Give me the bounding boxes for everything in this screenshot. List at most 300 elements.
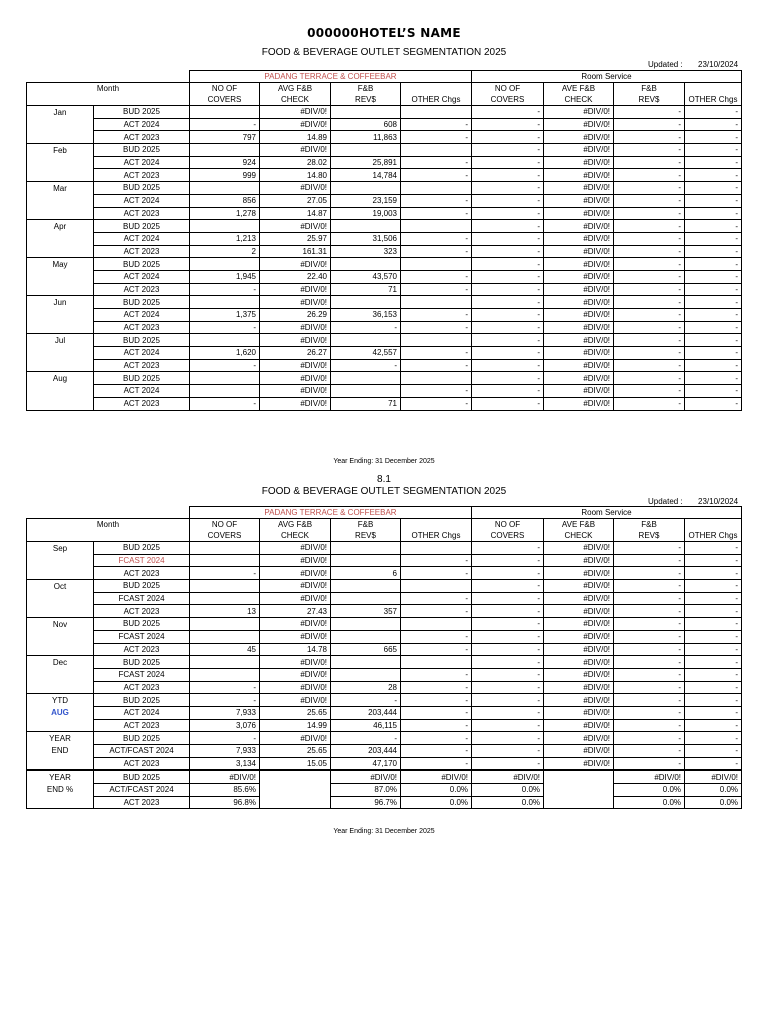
table-row <box>27 567 742 580</box>
value-cell: - <box>685 656 742 669</box>
value-cell: 26.27 <box>260 347 331 360</box>
value-cell: - <box>614 169 685 182</box>
month-cell: END <box>27 745 94 758</box>
table-row <box>27 630 742 643</box>
value-cell: - <box>190 681 260 694</box>
value-cell: 7,933 <box>190 745 260 758</box>
value-cell: - <box>614 554 685 567</box>
value-cell: - <box>472 681 544 694</box>
value-cell: #DIV/0! <box>260 668 331 681</box>
value-cell: #DIV/0! <box>544 592 614 605</box>
value-cell: 25.97 <box>260 232 331 245</box>
value-cell: - <box>190 359 260 372</box>
table-row <box>27 554 742 567</box>
value-cell: - <box>401 643 472 656</box>
value-cell: - <box>614 131 685 144</box>
value-cell: #DIV/0! <box>544 194 614 207</box>
value-cell: 27.43 <box>260 605 331 618</box>
value-cell: - <box>401 270 472 283</box>
value-cell: - <box>614 118 685 131</box>
value-cell: 31,506 <box>331 232 401 245</box>
table-row <box>27 194 742 207</box>
value-cell <box>331 258 401 271</box>
month-cell <box>27 567 94 580</box>
value-cell <box>331 106 401 119</box>
value-cell: - <box>685 757 742 770</box>
value-cell: - <box>472 385 544 398</box>
month-cell: Nov <box>27 618 94 631</box>
value-cell: #DIV/0! <box>544 182 614 195</box>
value-cell: 25.65 <box>260 745 331 758</box>
row-label: BUD 2025 <box>94 144 190 157</box>
value-cell: - <box>401 681 472 694</box>
month-cell: END % <box>27 784 94 797</box>
value-cell: 13 <box>190 605 260 618</box>
value-cell: - <box>472 694 544 707</box>
row-label: ACT 2023 <box>94 719 190 732</box>
value-cell <box>401 106 472 119</box>
value-cell: #DIV/0! <box>331 770 401 783</box>
value-cell: - <box>472 554 544 567</box>
value-cell: - <box>190 694 260 707</box>
month-cell: Jul <box>27 334 94 347</box>
value-cell: - <box>685 359 742 372</box>
value-cell: - <box>331 732 401 745</box>
value-cell: - <box>472 334 544 347</box>
value-cell <box>401 580 472 593</box>
value-cell: - <box>614 359 685 372</box>
value-cell <box>401 542 472 555</box>
value-cell: - <box>401 347 472 360</box>
value-cell: 46,115 <box>331 719 401 732</box>
value-cell: #DIV/0! <box>260 372 331 385</box>
value-cell: 1,375 <box>190 309 260 322</box>
value-cell: 43,570 <box>331 270 401 283</box>
value-cell: - <box>401 554 472 567</box>
value-cell: - <box>472 745 544 758</box>
value-cell: - <box>685 169 742 182</box>
row-label: ACT 2024 <box>94 347 190 360</box>
outlet-padang-terrace: PADANG TERRACE & COFFEEBAR <box>190 507 472 519</box>
column-header: AVG F&B <box>260 519 331 531</box>
value-cell: - <box>614 258 685 271</box>
column-header: AVG F&B <box>260 83 331 95</box>
table-row <box>27 270 742 283</box>
value-cell <box>401 656 472 669</box>
value-cell: - <box>472 656 544 669</box>
month-cell: YEAR <box>27 732 94 745</box>
row-label: BUD 2025 <box>94 296 190 309</box>
value-cell <box>190 182 260 195</box>
value-cell: #DIV/0! <box>544 668 614 681</box>
month-cell <box>27 283 94 296</box>
value-cell: - <box>614 283 685 296</box>
value-cell: 0.0% <box>401 796 472 809</box>
value-cell: - <box>472 542 544 555</box>
column-header: AVE F&B <box>544 519 614 531</box>
value-cell: - <box>685 309 742 322</box>
month-cell <box>27 719 94 732</box>
value-cell: - <box>472 732 544 745</box>
value-cell: 14.99 <box>260 719 331 732</box>
value-cell: - <box>472 169 544 182</box>
month-cell <box>27 156 94 169</box>
row-label: ACT 2023 <box>94 397 190 410</box>
value-cell: - <box>614 182 685 195</box>
value-cell: - <box>401 321 472 334</box>
value-cell <box>190 630 260 643</box>
month-cell: Jun <box>27 296 94 309</box>
value-cell: #DIV/0! <box>260 283 331 296</box>
value-cell: - <box>401 232 472 245</box>
month-cell <box>27 207 94 220</box>
value-cell: - <box>685 283 742 296</box>
value-cell: #DIV/0! <box>260 359 331 372</box>
value-cell: - <box>401 757 472 770</box>
table-row <box>27 668 742 681</box>
row-label: BUD 2025 <box>94 372 190 385</box>
value-cell <box>331 182 401 195</box>
month-cell <box>27 270 94 283</box>
value-cell: 203,444 <box>331 706 401 719</box>
value-cell: - <box>472 592 544 605</box>
value-cell: 36,153 <box>331 309 401 322</box>
value-cell: 3,134 <box>190 757 260 770</box>
table-row <box>27 232 742 245</box>
column-header: CHECK <box>544 530 614 542</box>
month-cell <box>27 309 94 322</box>
value-cell: - <box>472 258 544 271</box>
header-row-1 <box>27 519 742 531</box>
value-cell: #DIV/0! <box>544 309 614 322</box>
value-cell: 1,278 <box>190 207 260 220</box>
column-header: F&B <box>331 519 401 531</box>
value-cell: - <box>614 542 685 555</box>
value-cell: #DIV/0! <box>544 745 614 758</box>
value-cell: - <box>614 656 685 669</box>
table-row <box>27 182 742 195</box>
row-label: ACT 2023 <box>94 321 190 334</box>
row-label: BUD 2025 <box>94 542 190 555</box>
value-cell: #DIV/0! <box>544 542 614 555</box>
value-cell <box>190 592 260 605</box>
value-cell: - <box>331 359 401 372</box>
row-label: ACT 2023 <box>94 169 190 182</box>
table-row <box>27 372 742 385</box>
value-cell: #DIV/0! <box>614 770 685 783</box>
value-cell <box>401 618 472 631</box>
row-label: ACT 2024 <box>94 309 190 322</box>
month-cell: AUG <box>27 706 94 719</box>
value-cell: - <box>685 156 742 169</box>
table-row <box>27 694 742 707</box>
value-cell: 203,444 <box>331 745 401 758</box>
value-cell: #DIV/0! <box>544 245 614 258</box>
table-row <box>27 106 742 119</box>
value-cell: 96.8% <box>190 796 260 809</box>
value-cell: 19,003 <box>331 207 401 220</box>
value-cell: - <box>401 592 472 605</box>
value-cell: - <box>685 245 742 258</box>
column-header <box>685 83 742 95</box>
month-cell <box>27 347 94 360</box>
value-cell: - <box>614 232 685 245</box>
value-cell: - <box>685 334 742 347</box>
value-cell: 0.0% <box>401 784 472 797</box>
month-cell <box>27 681 94 694</box>
month-cell <box>27 796 94 809</box>
value-cell <box>331 334 401 347</box>
page-number: 8.1 <box>377 474 391 485</box>
hotel-name: 000000HOTEL’S NAME <box>307 26 461 40</box>
value-cell: - <box>614 580 685 593</box>
value-cell: #DIV/0! <box>260 182 331 195</box>
value-cell: 323 <box>331 245 401 258</box>
value-cell: - <box>614 321 685 334</box>
value-cell: - <box>614 334 685 347</box>
value-cell: - <box>614 296 685 309</box>
value-cell: - <box>472 347 544 360</box>
row-label: ACT 2023 <box>94 131 190 144</box>
value-cell: #DIV/0! <box>544 220 614 233</box>
value-cell: 665 <box>331 643 401 656</box>
value-cell: - <box>472 630 544 643</box>
value-cell: #DIV/0! <box>544 321 614 334</box>
value-cell: #DIV/0! <box>260 397 331 410</box>
value-cell: - <box>685 567 742 580</box>
value-cell: 14.80 <box>260 169 331 182</box>
value-cell: 161.31 <box>260 245 331 258</box>
value-cell: #DIV/0! <box>544 372 614 385</box>
value-cell: - <box>614 309 685 322</box>
value-cell: 42,557 <box>331 347 401 360</box>
month-header-blank <box>27 530 190 542</box>
value-cell: #DIV/0! <box>544 144 614 157</box>
value-cell: - <box>685 605 742 618</box>
value-cell: 28.02 <box>260 156 331 169</box>
value-cell <box>190 385 260 398</box>
row-label: ACT 2024 <box>94 194 190 207</box>
value-cell: - <box>685 542 742 555</box>
value-cell <box>190 618 260 631</box>
column-header: OTHER Chgs <box>685 94 742 106</box>
row-label: ACT/FCAST 2024 <box>94 745 190 758</box>
table-row <box>27 784 742 797</box>
value-cell: - <box>614 106 685 119</box>
column-header: OTHER Chgs <box>685 530 742 542</box>
value-cell: - <box>401 385 472 398</box>
value-cell: - <box>685 131 742 144</box>
value-cell <box>190 296 260 309</box>
value-cell: - <box>685 681 742 694</box>
value-cell: 608 <box>331 118 401 131</box>
outlet-room-service: Room Service <box>472 71 742 83</box>
value-cell: #DIV/0! <box>260 144 331 157</box>
column-header <box>685 519 742 531</box>
value-cell: - <box>685 668 742 681</box>
value-cell: - <box>472 296 544 309</box>
header-row-2 <box>27 530 742 542</box>
year-ending-2: Year Ending: 31 December 2025 <box>333 828 435 835</box>
value-cell <box>190 372 260 385</box>
value-cell: - <box>472 706 544 719</box>
value-cell: - <box>614 605 685 618</box>
month-cell: Sep <box>27 542 94 555</box>
row-label: ACT 2024 <box>94 270 190 283</box>
value-cell: - <box>685 118 742 131</box>
value-cell <box>331 592 401 605</box>
header-row-1 <box>27 83 742 95</box>
row-label: BUD 2025 <box>94 182 190 195</box>
month-header: Month <box>27 519 190 531</box>
month-cell <box>27 668 94 681</box>
value-cell <box>544 770 614 783</box>
value-cell: - <box>685 745 742 758</box>
value-cell: #DIV/0! <box>260 656 331 669</box>
value-cell: 797 <box>190 131 260 144</box>
value-cell: 71 <box>331 397 401 410</box>
value-cell: #DIV/0! <box>260 681 331 694</box>
column-header: NO OF <box>190 83 260 95</box>
value-cell: - <box>685 321 742 334</box>
value-cell: - <box>472 567 544 580</box>
value-cell: - <box>685 643 742 656</box>
value-cell <box>190 554 260 567</box>
table-row <box>27 757 742 770</box>
value-cell <box>190 334 260 347</box>
value-cell: - <box>614 194 685 207</box>
value-cell: #DIV/0! <box>544 630 614 643</box>
value-cell: #DIV/0! <box>544 334 614 347</box>
row-label: BUD 2025 <box>94 770 190 783</box>
value-cell: - <box>685 732 742 745</box>
table-row <box>27 745 742 758</box>
table-row <box>27 144 742 157</box>
value-cell: - <box>472 605 544 618</box>
value-cell: - <box>190 118 260 131</box>
table-row <box>27 643 742 656</box>
column-header: F&B <box>614 83 685 95</box>
value-cell: 999 <box>190 169 260 182</box>
value-cell: - <box>472 194 544 207</box>
table-row <box>27 618 742 631</box>
value-cell: #DIV/0! <box>544 258 614 271</box>
value-cell: - <box>190 283 260 296</box>
value-cell: - <box>685 106 742 119</box>
row-label: FCAST 2024 <box>94 668 190 681</box>
table-row <box>27 169 742 182</box>
value-cell: 0.0% <box>614 796 685 809</box>
value-cell: 0.0% <box>685 784 742 797</box>
value-cell: 28 <box>331 681 401 694</box>
value-cell: - <box>685 706 742 719</box>
month-cell: Mar <box>27 182 94 195</box>
value-cell: - <box>685 207 742 220</box>
row-label: FCAST 2024 <box>94 592 190 605</box>
value-cell: - <box>685 580 742 593</box>
month-header-blank <box>27 94 190 106</box>
value-cell: #DIV/0! <box>260 567 331 580</box>
value-cell: #DIV/0! <box>544 643 614 656</box>
value-cell: - <box>472 232 544 245</box>
value-cell: #DIV/0! <box>544 232 614 245</box>
value-cell: #DIV/0! <box>401 770 472 783</box>
value-cell: - <box>614 385 685 398</box>
value-cell: 45 <box>190 643 260 656</box>
value-cell <box>544 784 614 797</box>
value-cell: - <box>401 745 472 758</box>
value-cell: - <box>685 719 742 732</box>
value-cell: 22.40 <box>260 270 331 283</box>
value-cell: - <box>685 347 742 360</box>
value-cell: 0.0% <box>472 784 544 797</box>
value-cell: #DIV/0! <box>544 567 614 580</box>
value-cell: - <box>614 668 685 681</box>
value-cell: - <box>401 245 472 258</box>
row-label: ACT 2023 <box>94 245 190 258</box>
value-cell: 1,213 <box>190 232 260 245</box>
column-header: REV$ <box>614 94 685 106</box>
value-cell: 15.05 <box>260 757 331 770</box>
column-header <box>401 519 472 531</box>
column-header: NO OF <box>472 519 544 531</box>
row-label: ACT 2023 <box>94 567 190 580</box>
value-cell <box>401 220 472 233</box>
value-cell: - <box>472 321 544 334</box>
value-cell: - <box>401 359 472 372</box>
value-cell <box>190 144 260 157</box>
value-cell: - <box>472 283 544 296</box>
value-cell: 11,863 <box>331 131 401 144</box>
outlet-room-service: Room Service <box>472 507 742 519</box>
value-cell: 25,891 <box>331 156 401 169</box>
value-cell: #DIV/0! <box>544 719 614 732</box>
value-cell: - <box>472 618 544 631</box>
value-cell: - <box>685 372 742 385</box>
updated-date: 23/10/2024 <box>698 60 739 69</box>
value-cell: - <box>401 309 472 322</box>
value-cell: 71 <box>331 283 401 296</box>
table-row <box>27 296 742 309</box>
value-cell: #DIV/0! <box>544 732 614 745</box>
row-label: ACT 2023 <box>94 681 190 694</box>
value-cell: - <box>401 694 472 707</box>
table-row <box>27 359 742 372</box>
value-cell: - <box>614 681 685 694</box>
value-cell <box>331 220 401 233</box>
value-cell: - <box>614 207 685 220</box>
value-cell: - <box>401 169 472 182</box>
value-cell: - <box>401 397 472 410</box>
value-cell <box>190 258 260 271</box>
value-cell: 87.0% <box>331 784 401 797</box>
value-cell: 14,784 <box>331 169 401 182</box>
row-label: ACT/FCAST 2024 <box>94 784 190 797</box>
column-header: OTHER Chgs <box>401 530 472 542</box>
value-cell: - <box>472 359 544 372</box>
value-cell: - <box>401 668 472 681</box>
value-cell: - <box>614 156 685 169</box>
value-cell: 6 <box>331 567 401 580</box>
value-cell <box>401 296 472 309</box>
value-cell: - <box>685 694 742 707</box>
value-cell: #DIV/0! <box>260 580 331 593</box>
value-cell <box>331 630 401 643</box>
value-cell: #DIV/0! <box>260 618 331 631</box>
value-cell: - <box>685 194 742 207</box>
month-cell: Jan <box>27 106 94 119</box>
value-cell: - <box>401 194 472 207</box>
